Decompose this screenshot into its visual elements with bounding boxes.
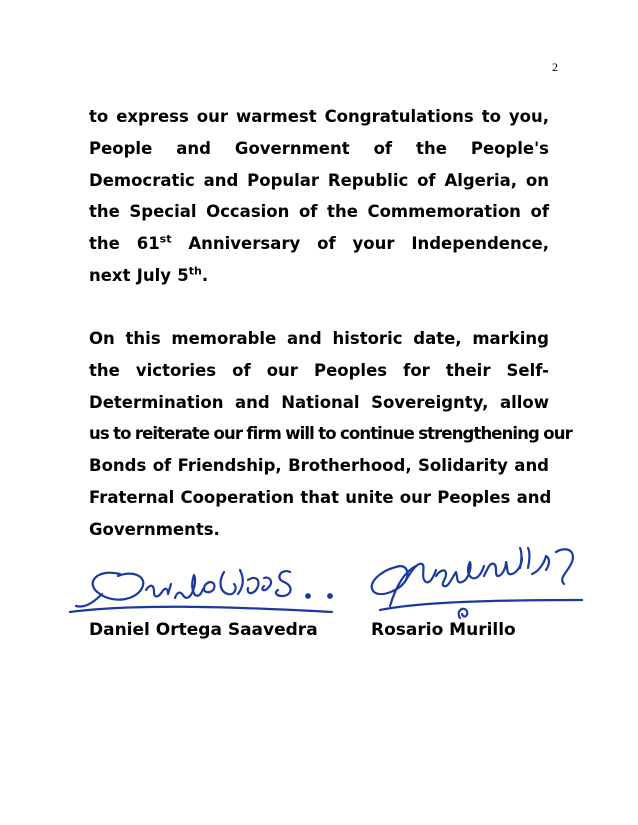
text-fragment: the 61: [89, 234, 160, 254]
text-line: [89, 260, 549, 292]
text-line: Fraternal Cooperation that unite our Peoples and: [89, 487, 552, 507]
text-line: the victories of our Peoples for their Self-: [89, 360, 549, 380]
text-line: People and Government of the People's: [89, 138, 549, 158]
text-line: [89, 228, 549, 260]
text-line: On this memorable and historic date, marking: [89, 329, 549, 348]
text-line: Determination and National Sovereignty, allow: [89, 392, 549, 412]
text-fragment: .: [201, 265, 209, 285]
text-line: to express our warmest Congratulations to you,: [89, 107, 549, 126]
signer-name-ortega: Daniel Ortega Saavedra: [89, 620, 318, 640]
text-line: the Special Occasion of the Commemoration of: [89, 202, 549, 222]
signature-ortega: [62, 560, 347, 626]
paragraph-congratulations: [89, 101, 549, 292]
signer-name-murillo: Rosario Murillo: [371, 620, 516, 640]
ordinal-suffix: th: [188, 264, 202, 278]
text-fragment: Anniversary of your Independence,: [171, 234, 549, 254]
text-fragment: next July 5: [89, 265, 189, 285]
text-line: Governments.: [89, 519, 220, 539]
text-line: us to reiterate our firm will to continue strengthening our: [89, 424, 572, 444]
page-number: 2: [552, 60, 558, 74]
text-line: Bonds of Friendship, Brotherhood, Solidarity and: [89, 456, 549, 476]
paragraph-commemoration: [89, 323, 572, 546]
ordinal-suffix: st: [159, 232, 172, 246]
text-line: Democratic and Popular Republic of Algeria, on: [89, 170, 549, 190]
signature-murillo: [360, 540, 595, 630]
